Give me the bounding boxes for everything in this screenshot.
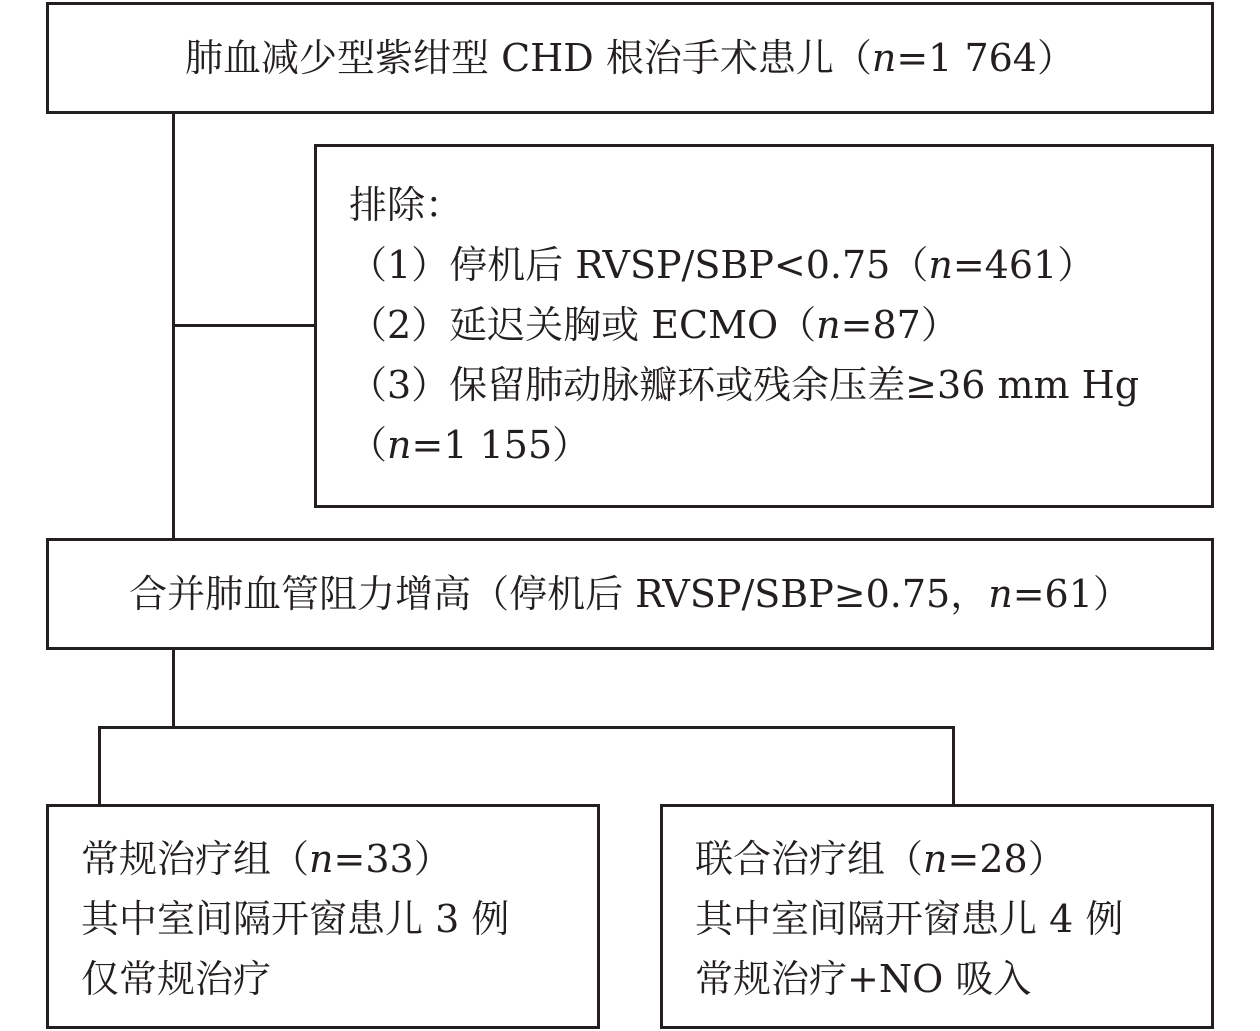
exclusion-item-3: （3）保留肺动脉瓣环或残余压差≥36 mm Hg: [349, 363, 1140, 407]
exclusion-item-2: （2）延迟关胸或 ECMO（n=87）: [349, 303, 959, 347]
exclusion-title: 排除：: [349, 183, 464, 227]
conventional-group-treatment: 仅常规治疗: [81, 957, 272, 1001]
total-patients-box: [46, 2, 1214, 114]
middle-down-connector: [172, 648, 175, 728]
exclusion-box: [314, 144, 1214, 508]
combined-group-title: 联合治疗组（n=28）: [695, 837, 1066, 881]
conventional-group-title: 常规治疗组（n=33）: [81, 837, 452, 881]
total-patients-text: 肺血减少型紫绀型 CHD 根治手术患儿（n=1 764）: [185, 36, 1075, 80]
conventional-group-vsd: 其中室间隔开窗患儿 3 例: [81, 897, 510, 941]
combined-group-vsd: 其中室间隔开窗患儿 4 例: [695, 897, 1124, 941]
exclusion-item-3-count: （n=1 155）: [349, 423, 591, 467]
conventional-group-box: [46, 804, 600, 1029]
split-horizontal-connector: [98, 726, 955, 729]
combined-group-box: [660, 804, 1214, 1029]
left-branch-connector: [98, 726, 101, 806]
high-pvr-text: 合并肺血管阻力增高（停机后 RVSP/SBP≥0.75，n=61）: [129, 572, 1131, 616]
right-branch-connector: [952, 726, 955, 806]
exclusion-item-1: （1）停机后 RVSP/SBP<0.75（n=461）: [349, 243, 1096, 287]
exclusion-branch-connector: [172, 324, 316, 327]
combined-group-treatment: 常规治疗+NO 吸入: [695, 957, 1032, 1001]
high-pvr-box: [46, 538, 1214, 650]
